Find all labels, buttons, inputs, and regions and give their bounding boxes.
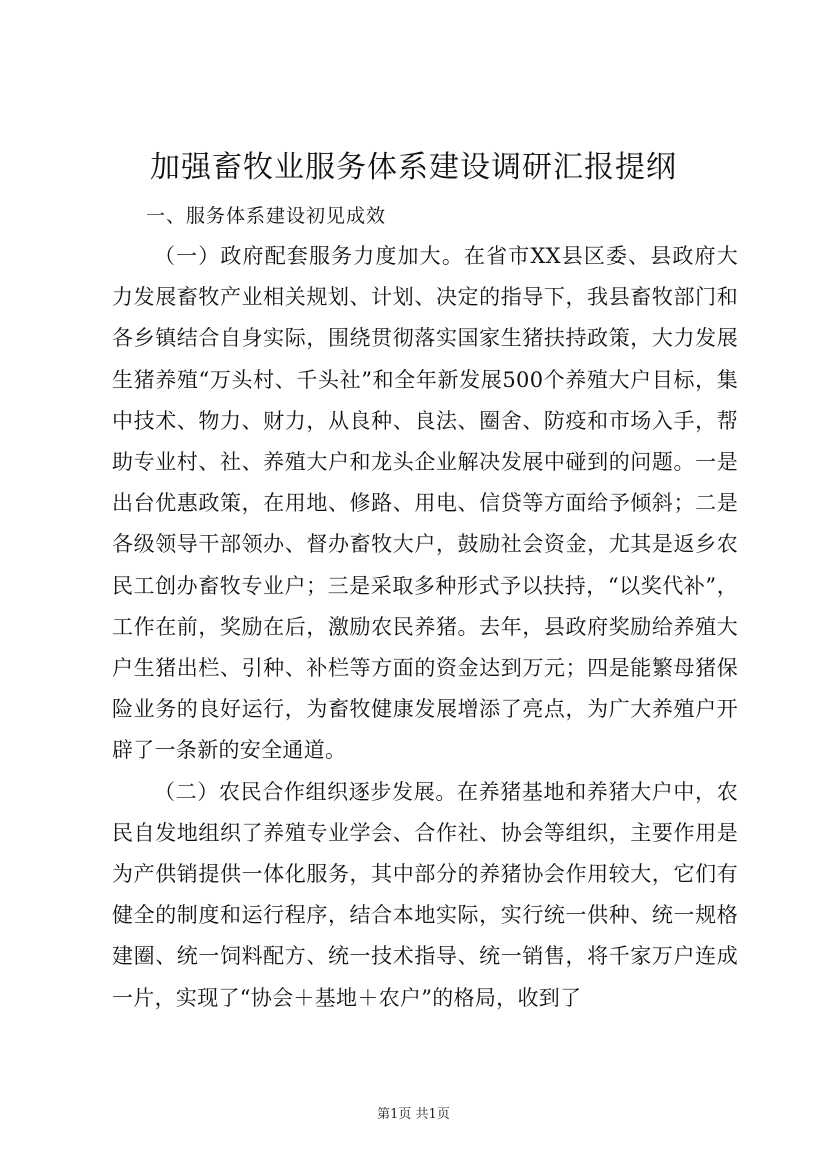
document-body bbox=[112, 196, 738, 1019]
paragraph-1: （一）政府配套服务力度加大。在省市XX县区委、县政府大力发展畜牧产业相关规划、计划、决定的指导下，我县畜牧部门和各乡镇结合自身实际，围绕贯彻落实国家生猪扶持政策，大力发展生猪养殖“万头村、千头社”和全年新发展500个养殖大户目标，集中技术、物力、财力，从良种、良法、圈舍、防疫和市场入手，帮助专业村、社、养殖大户和龙头企业解决发展中碰到的问题。一是出台优惠政策，在用地、修路、用电、信贷等方面给予倾斜；二是各级领导干部领办、督办畜牧大户，鼓励社会资金，尤其是返乡农民工创办畜牧专业户；三是采取多种形式予以扶持，“以奖代补”，工作在前，奖励在后，激励农民养猪。去年，县政府奖励给养殖大户生猪出栏、引种、补栏等方面的资金达到万元；四是能繁母猪保险业务的良好运行，为畜牧健康发展增添了亮点，为广大养殖户开辟了一条新的安全通道。 bbox=[112, 244, 738, 763]
document-title: 加强畜牧业服务体系建设调研汇报提纲 bbox=[150, 150, 677, 185]
page-footer: 第1页 共1页 bbox=[377, 1107, 450, 1122]
section-heading: 一、服务体系建设初见成效 bbox=[146, 205, 387, 227]
paragraph-2: （二）农民合作组织逐步发展。在养猪基地和养猪大户中，农民自发地组织了养殖专业学会、合作社、协会等组织，主要作用是为产供销提供一体化服务，其中部分的养猪协会作用较大，它们有健全的制度和运行程序，结合本地实际，实行统一供种、统一规格建圈、统一饲料配方、统一技术指导、统一销售，将千家万户连成一片，实现了“协会＋基地＋农户”的格局，收到了 bbox=[112, 779, 738, 1010]
